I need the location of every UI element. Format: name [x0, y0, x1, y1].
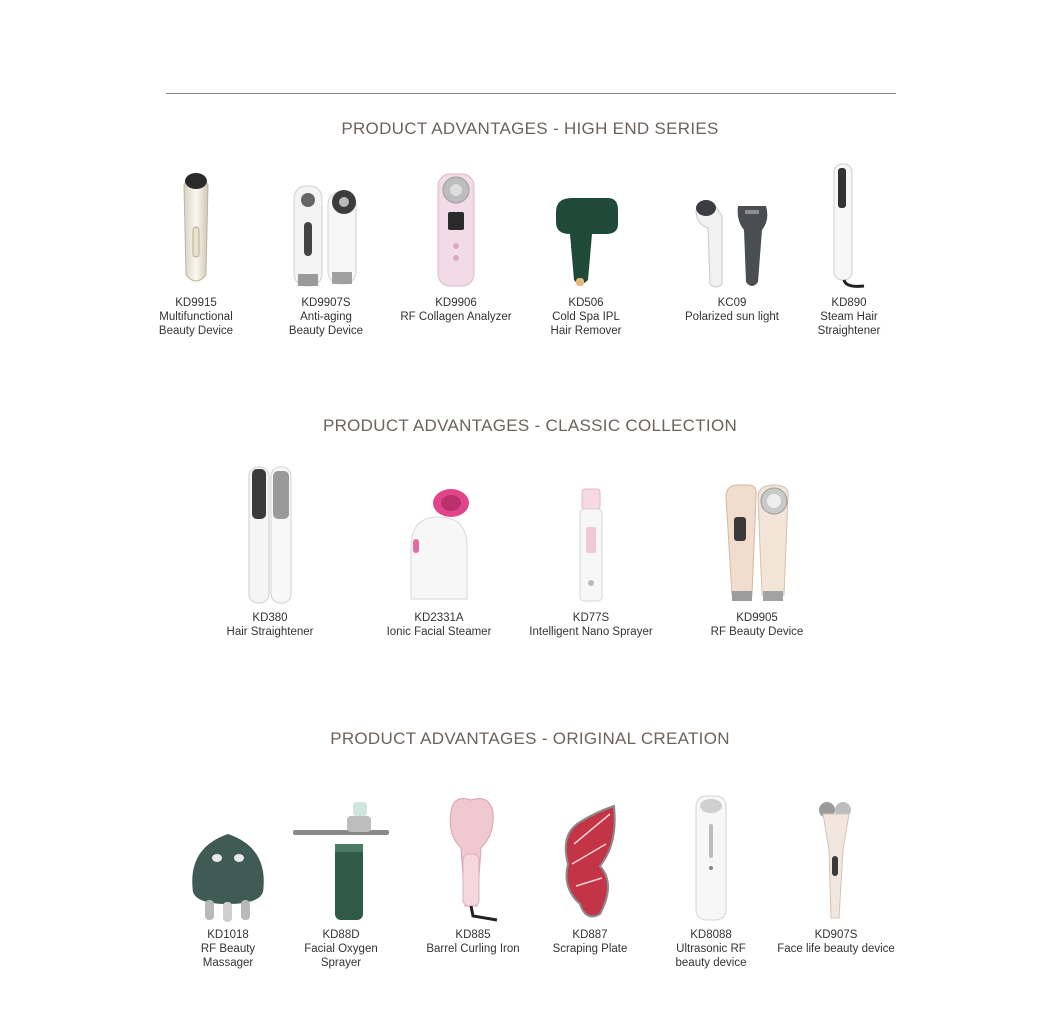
product-image-oxygen-sprayer[interactable]	[266, 792, 416, 922]
product-card-kd9906[interactable]	[381, 160, 531, 324]
product-card-kd9907s[interactable]	[251, 160, 401, 338]
product-model: KD8088	[690, 929, 732, 941]
product-name: Steam Hair Straightener	[817, 311, 881, 337]
product-name: RF Beauty Device	[710, 626, 804, 638]
product-name: Hair Straightener	[226, 626, 314, 638]
product-name: Face life beauty device	[777, 943, 895, 955]
product-name: Facial Oxygen Sprayer	[304, 943, 378, 969]
product-model: KD907S	[814, 929, 858, 941]
product-card-kd88d[interactable]	[266, 792, 416, 970]
product-card-kd907s[interactable]	[761, 792, 911, 956]
product-name: Barrel Curling Iron	[426, 943, 520, 955]
product-model: KD890	[831, 297, 867, 309]
product-model: KC09	[717, 297, 747, 309]
product-model: KD885	[455, 929, 491, 941]
section-title-high-end: PRODUCT ADVANTAGES - HIGH END SERIES	[341, 119, 719, 138]
product-card-kd9905[interactable]	[682, 475, 832, 639]
product-image-steam-straightener[interactable]	[774, 160, 924, 290]
product-name: Anti-aging Beauty Device	[288, 311, 364, 337]
product-name: Intelligent Nano Sprayer	[529, 626, 653, 638]
product-card-kd9915[interactable]	[121, 160, 271, 338]
product-name: Scraping Plate	[552, 943, 628, 955]
product-model: KD380	[252, 612, 288, 624]
product-card-kd380[interactable]	[195, 475, 345, 639]
product-name: Cold Spa IPL Hair Remover	[550, 311, 622, 337]
product-model: KD9906	[435, 297, 477, 309]
product-card-kd2331a[interactable]	[364, 475, 514, 639]
product-model: KD9915	[175, 297, 217, 309]
product-model: KD9905	[736, 612, 778, 624]
section-title-original: PRODUCT ADVANTAGES - ORIGINAL CREATION	[330, 729, 730, 748]
product-image-rf-beauty-device[interactable]	[682, 475, 832, 605]
product-image-hair-straightener[interactable]	[195, 475, 345, 605]
product-model: KD9907S	[301, 297, 351, 309]
section-title-classic: PRODUCT ADVANTAGES - CLASSIC COLLECTION	[322, 416, 738, 435]
product-card-kd77s[interactable]	[516, 475, 666, 639]
top-divider	[166, 93, 896, 94]
product-name: Multifunctional Beauty Device	[158, 311, 234, 337]
product-card-kd506[interactable]	[511, 160, 661, 338]
product-image-face-lift-device[interactable]	[761, 792, 911, 922]
product-name: Ionic Facial Steamer	[386, 626, 492, 638]
product-name: RF Collagen Analyzer	[400, 311, 512, 323]
product-image-beauty-wand[interactable]	[121, 160, 271, 290]
product-model: KD887	[572, 929, 608, 941]
product-model: KD1018	[207, 929, 249, 941]
product-image-ipl-hair-remover[interactable]	[511, 160, 661, 290]
product-model: KD506	[568, 297, 604, 309]
product-card-kd890[interactable]	[774, 160, 924, 338]
product-image-dual-device[interactable]	[251, 160, 401, 290]
product-image-facial-steamer[interactable]	[364, 475, 514, 605]
product-model: KD88D	[322, 929, 360, 941]
product-name: Polarized sun light	[685, 311, 779, 323]
product-model: KD77S	[572, 612, 610, 624]
product-name: Ultrasonic RF beauty device	[675, 943, 747, 969]
product-model: KD2331A	[414, 612, 464, 624]
product-image-rf-analyzer[interactable]	[381, 160, 531, 290]
product-image-nano-sprayer[interactable]	[516, 475, 666, 605]
product-name: RF Beauty Massager	[200, 943, 256, 969]
